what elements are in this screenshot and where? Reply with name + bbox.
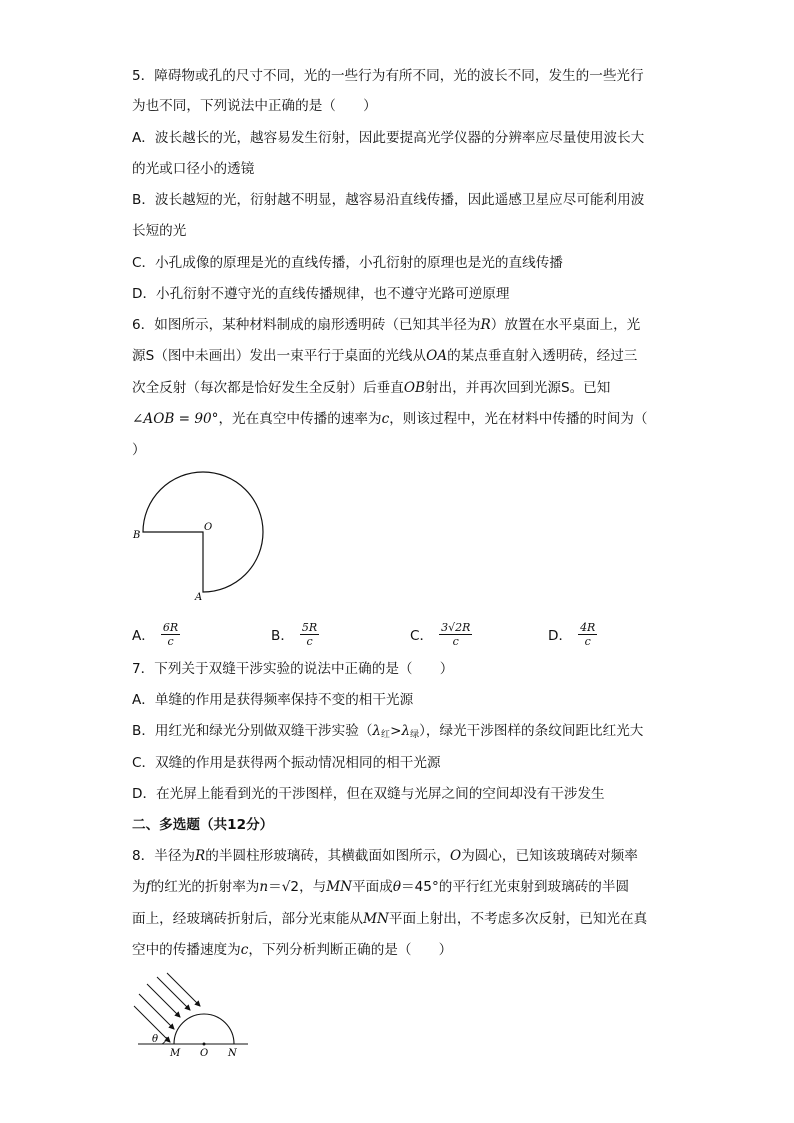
q8-stem-line3: 面上，经玻璃砖折射后，部分光束能从MN平面上射出，不考虑多次反射，已知光在真 <box>132 911 648 927</box>
q8-stem-line1: 8．半径为R的半圆柱形玻璃砖，其横截面如图所示，O为圆心，已知该玻璃砖对频率 <box>132 848 638 864</box>
q5-stem-line2: 为也不同，下列说法中正确的是（ ） <box>132 98 377 114</box>
q5-option-b-line2: 长短的光 <box>132 223 187 239</box>
label-o: O <box>204 522 213 533</box>
light-ray-2 <box>139 994 174 1029</box>
q7-option-a: A．单缝的作用是获得频率保持不变的相干光源 <box>132 692 414 708</box>
label-m: M <box>170 1048 181 1059</box>
label-o: O <box>200 1048 209 1059</box>
q6-stem-line2: 源S（图中未画出）发出一束平行于桌面的光线从OA的某点垂直射入透明砖，经过三 <box>132 348 638 364</box>
q6-option-b: B． $\frac{5R}{c}$ <box>271 620 318 648</box>
q8-semicircle-figure <box>130 972 255 1062</box>
q7-option-c: C．双缝的作用是获得两个振动情况相同的相干光源 <box>132 755 441 771</box>
label-a: A <box>195 592 203 602</box>
q5-option-c: C．小孔成像的原理是光的直线传播，小孔衍射的原理也是光的直线传播 <box>132 255 563 271</box>
label-b: B <box>133 530 141 541</box>
q6-option-c: C． $\frac{3√2R}{c}$ <box>410 620 471 648</box>
center-point <box>203 1043 206 1046</box>
q6-option-d: D． $\frac{4R}{c}$ <box>548 620 596 648</box>
q5-option-b-line1: B．波长越短的光，衍射越不明显，越容易沿直线传播，因此遥感卫星应尽可能利用波 <box>132 192 645 208</box>
label-n: N <box>228 1048 237 1059</box>
light-ray-4 <box>157 977 190 1010</box>
q5-option-d: D．小孔衍射不遵守光的直线传播规律，也不遵守光路可逆原理 <box>132 286 510 302</box>
q6-stem-line3: 次全反射（每次都是恰好发生全反射）后垂直OB射出，并再次回到光源S。已知 <box>132 380 611 396</box>
light-ray-5 <box>167 973 200 1006</box>
label-theta: θ <box>152 1034 159 1045</box>
q5-option-a-line1: A．波长越长的光，越容易发生衍射，因此要提高光学仪器的分辨率应尽量使用波长大 <box>132 130 645 146</box>
q8-stem-line4: 空中的传播速度为c，下列分析判断正确的是（ ） <box>132 942 453 958</box>
semicircle-outline <box>174 1014 234 1044</box>
q8-stem-line2: 为f的红光的折射率为n＝√2，与MN平面成θ＝45°的平行红光束射到玻璃砖的半圆 <box>132 879 630 895</box>
light-ray-3 <box>147 984 180 1017</box>
sector-outline <box>143 472 263 592</box>
q5-option-a-line2: 的光或口径小的透镜 <box>132 161 255 177</box>
q6-option-a: A． $\frac{6R}{c}$ <box>132 620 179 648</box>
q6-stem-line1: 6．如图所示，某种材料制成的扇形透明砖（已知其半径为R）放置在水平桌面上，光 <box>132 317 641 333</box>
q6-sector-figure <box>128 470 268 602</box>
q6-stem-line5: ） <box>132 442 146 458</box>
q7-option-b: B．用红光和绿光分别做双缝干涉实验$(\lambda_红>\lambda_绿)$，绿光干涉图样的条纹间距比红光大 <box>132 723 644 740</box>
q5-stem-line1: 5．障碍物或孔的尺寸不同，光的一些行为有所不同，光的波长不同，发生的一些光行 <box>132 68 644 84</box>
q7-option-d: D．在光屏上能看到光的干涉图样，但在双缝与光屏之间的空间却没有干涉发生 <box>132 786 605 802</box>
q6-stem-line4: ∠AOB = 90°，光在真空中传播的速率为c，则该过程中，光在材料中传播的时间为（ <box>132 411 648 427</box>
q7-stem: 7．下列关于双缝干涉实验的说法中正确的是（ ） <box>132 661 454 677</box>
section-heading-multiple-choice: 二、多选题（共12分） <box>132 817 274 833</box>
